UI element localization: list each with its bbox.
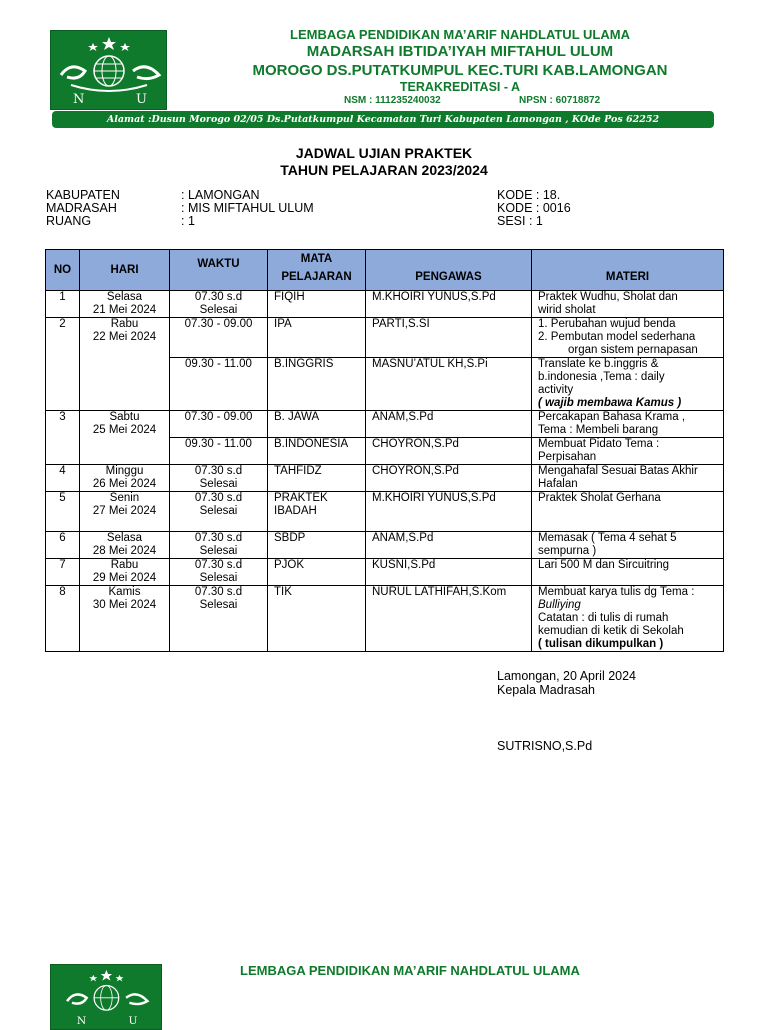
waktu-start: 07.30 s.d xyxy=(194,559,243,571)
hari-date: 21 Mei 2024 xyxy=(92,304,157,316)
materi-line: sempurna ) xyxy=(538,545,597,557)
cell-hari xyxy=(80,411,170,465)
hari-day: Selasa xyxy=(106,532,143,544)
cell-pengawas: PARTI,S.SI xyxy=(366,318,532,358)
hari-date: 28 Mei 2024 xyxy=(92,545,157,557)
materi-line: Catatan : di tulis di rumah xyxy=(538,612,669,624)
cell-materi xyxy=(532,318,724,358)
signature-name: SUTRISNO,S.Pd xyxy=(497,739,593,753)
waktu-start: 07.30 s.d xyxy=(194,492,243,504)
hari-day: Sabtu xyxy=(109,411,140,423)
address-bar: Alamat :Dusun Morogo 02/05 Ds.Putatkumpul Kecamatan Turi Kabupaten Lamongan , KOde Pos 62252 xyxy=(52,111,714,128)
mapel-line: IBADAH xyxy=(274,505,317,517)
hari-day: Minggu xyxy=(105,465,144,477)
col-header-materi: MATERI xyxy=(532,250,724,291)
cell-waktu xyxy=(170,465,268,492)
doc-title: JADWAL UJIAN PRAKTEK xyxy=(295,145,473,161)
waktu-end: Selesai xyxy=(199,304,238,316)
cell-waktu xyxy=(170,492,268,532)
table-row xyxy=(46,586,724,652)
table-row xyxy=(46,465,724,492)
cell-no: 8 xyxy=(46,586,80,652)
table-header-row xyxy=(46,250,724,291)
cell-materi xyxy=(532,291,724,318)
cell-waktu: 09.30 - 11.00 xyxy=(170,438,268,465)
cell-materi: Lari 500 M dan Sircuitring xyxy=(532,559,724,586)
cell-mapel: IPA xyxy=(268,318,366,358)
materi-line: Tema : Membeli barang xyxy=(538,424,659,436)
materi-note: ( tulisan dikumpulkan ) xyxy=(538,638,664,650)
hari-day: Kamis xyxy=(108,586,141,598)
info-sesi: SESI : 1 xyxy=(497,214,543,228)
hari-day: Rabu xyxy=(110,318,139,330)
col-header-mapel xyxy=(268,250,366,291)
cell-waktu: 07.30 - 09.00 xyxy=(170,318,268,358)
cell-mapel: TAHFIDZ xyxy=(268,465,366,492)
info-kode-1: KODE : 18. xyxy=(497,188,561,202)
info-kode-2: KODE : 0016 xyxy=(497,201,571,215)
materi-note: ( wajib membawa Kamus ) xyxy=(538,397,682,409)
cell-waktu: 07.30 - 09.00 xyxy=(170,411,268,438)
info-values xyxy=(181,189,314,228)
cell-materi xyxy=(532,465,724,492)
materi-line: 2. Pembutan model sederhana xyxy=(538,331,696,343)
info-label-madrasah: MADRASAH xyxy=(46,201,117,215)
cell-pengawas: CHOYRON,S.Pd xyxy=(366,438,532,465)
waktu-end: Selesai xyxy=(199,545,238,557)
cell-pengawas: CHOYRON,S.Pd xyxy=(366,465,532,492)
materi-line: organ sistem pernapasan xyxy=(568,344,698,356)
info-value-madrasah: : MIS MIFTAHUL ULUM xyxy=(181,201,314,215)
cell-waktu: 09.30 - 11.00 xyxy=(170,358,268,411)
cell-mapel: FIQIH xyxy=(268,291,366,318)
header-line3: MOROGO DS.PUTATKUMPUL KEC.TURI KAB.LAMONGAN xyxy=(252,62,668,79)
cell-no: 4 xyxy=(46,465,80,492)
materi-line: kemudian di ketik di Sekolah xyxy=(538,625,684,637)
waktu-end: Selesai xyxy=(199,599,238,611)
waktu-end: Selesai xyxy=(199,505,238,517)
materi-line: Perpisahan xyxy=(538,451,597,463)
col-header-waktu: WAKTU xyxy=(170,250,268,291)
cell-no: 3 xyxy=(46,411,80,465)
materi-line: b.indonesia ,Tema : daily xyxy=(538,371,665,383)
cell-materi xyxy=(532,586,724,652)
cell-materi: Praktek Sholat Gerhana xyxy=(532,492,724,532)
cell-waktu xyxy=(170,586,268,652)
cell-mapel: TIK xyxy=(268,586,366,652)
cell-no: 5 xyxy=(46,492,80,532)
waktu-start: 07.30 s.d xyxy=(194,465,243,477)
cell-hari xyxy=(80,532,170,559)
cell-hari xyxy=(80,318,170,411)
materi-line: Membuat Pidato Tema : xyxy=(538,438,660,450)
cell-waktu xyxy=(170,532,268,559)
materi-line: Percakapan Bahasa Krama , xyxy=(538,411,686,423)
col-header-mapel-2: PELAJARAN xyxy=(281,271,352,283)
cell-hari xyxy=(80,559,170,586)
cell-no: 6 xyxy=(46,532,80,559)
cell-materi xyxy=(532,411,724,438)
materi-line: 1. Perubahan wujud benda xyxy=(538,318,676,330)
col-header-hari: HARI xyxy=(80,250,170,291)
info-right xyxy=(497,189,571,228)
col-header-no: NO xyxy=(46,250,80,291)
cell-mapel: SBDP xyxy=(268,532,366,559)
cell-waktu xyxy=(170,559,268,586)
nsm-number: NSM : 111235240032 xyxy=(344,95,441,106)
materi-line: Memasak ( Tema 4 sehat 5 xyxy=(538,532,677,544)
cell-no: 2 xyxy=(46,318,80,411)
materi-line: Hafalan xyxy=(538,478,578,490)
cell-pengawas: NURUL LATHIFAH,S.Kom xyxy=(366,586,532,652)
hari-day: Rabu xyxy=(110,559,139,571)
waktu-start: 07.30 s.d xyxy=(194,532,243,544)
logo-letter-u: U xyxy=(136,92,147,107)
cell-mapel: B. JAWA xyxy=(268,411,366,438)
materi-line: Praktek Wudhu, Sholat dan xyxy=(538,291,678,303)
hari-day: Senin xyxy=(109,492,140,504)
info-value-kabupaten: : LAMONGAN xyxy=(181,188,260,202)
cell-pengawas: KUSNI,S.Pd xyxy=(366,559,532,586)
hari-date: 29 Mei 2024 xyxy=(92,572,157,584)
hari-date: 30 Mei 2024 xyxy=(92,599,157,611)
waktu-start: 07.30 s.d xyxy=(194,586,243,598)
info-label-kabupaten: KABUPATEN xyxy=(46,188,120,202)
cell-materi xyxy=(532,532,724,559)
table-row xyxy=(46,532,724,559)
waktu-start: 07.30 s.d xyxy=(194,291,243,303)
cell-no: 7 xyxy=(46,559,80,586)
header-accreditation: TERAKREDITASI - A xyxy=(399,80,521,94)
schedule-table xyxy=(45,249,724,652)
materi-line: Bulliying xyxy=(538,599,581,611)
mapel-line: PRAKTEK xyxy=(274,492,328,504)
info-label-ruang: RUANG xyxy=(46,214,92,228)
cell-pengawas: MASNU’ATUL KH,S.Pi xyxy=(366,358,532,411)
col-header-mapel-1: MATA xyxy=(300,253,333,265)
cell-pengawas: M.KHOIRI YUNUS,S.Pd xyxy=(366,291,532,318)
cell-pengawas: M.KHOIRI YUNUS,S.Pd xyxy=(366,492,532,532)
cell-pengawas: ANAM,S.Pd xyxy=(366,411,532,438)
cell-hari xyxy=(80,586,170,652)
signature-place-date: Lamongan, 20 April 2024 xyxy=(497,669,636,683)
doc-subtitle: TAHUN PELAJARAN 2023/2024 xyxy=(280,162,488,178)
nu-logo xyxy=(50,30,167,110)
table-row xyxy=(46,411,724,438)
logo-letter-u: U xyxy=(128,1014,138,1028)
cell-pengawas: ANAM,S.Pd xyxy=(366,532,532,559)
materi-line: Translate ke b.inggris & xyxy=(538,358,659,370)
logo-letter-n: N xyxy=(76,1014,87,1028)
npsn-number: NPSN : 60718872 xyxy=(519,95,601,106)
nu-logo-bottom xyxy=(50,964,162,1030)
cell-mapel xyxy=(268,492,366,532)
header-line1: LEMBAGA PENDIDIKAN MA’ARIF NAHDLATUL ULAMA xyxy=(290,27,630,42)
hari-day: Selasa xyxy=(106,291,143,303)
hari-date: 25 Mei 2024 xyxy=(92,424,157,436)
table-row xyxy=(46,318,724,358)
hari-date: 27 Mei 2024 xyxy=(92,505,157,517)
table-row xyxy=(46,291,724,318)
cell-hari xyxy=(80,492,170,532)
col-header-pengawas: PENGAWAS xyxy=(366,250,532,291)
cell-waktu xyxy=(170,291,268,318)
cell-no: 1 xyxy=(46,291,80,318)
info-labels xyxy=(46,189,120,228)
info-value-ruang: : 1 xyxy=(181,214,195,228)
signature-role: Kepala Madrasah xyxy=(497,683,595,697)
hari-date: 26 Mei 2024 xyxy=(92,478,157,490)
cell-hari xyxy=(80,291,170,318)
logo-letter-n: N xyxy=(73,92,85,107)
cell-hari xyxy=(80,465,170,492)
cell-mapel: B.INDONESIA xyxy=(268,438,366,465)
waktu-end: Selesai xyxy=(199,572,238,584)
materi-line: Mengahafal Sesuai Batas Akhir xyxy=(538,465,698,477)
table-row xyxy=(46,559,724,586)
hari-date: 22 Mei 2024 xyxy=(92,331,157,343)
footer-header-line1: LEMBAGA PENDIDIKAN MA’ARIF NAHDLATUL ULAMA xyxy=(240,963,580,978)
materi-line: Membuat karya tulis dg Tema : xyxy=(538,586,695,598)
cell-materi xyxy=(532,438,724,465)
cell-mapel: PJOK xyxy=(268,559,366,586)
waktu-end: Selesai xyxy=(199,478,238,490)
header-line2: MADARSAH IBTIDA’IYAH MIFTAHUL ULUM xyxy=(306,43,614,60)
cell-materi xyxy=(532,358,724,411)
materi-line: wirid sholat xyxy=(538,304,596,316)
cell-mapel: B.INGGRIS xyxy=(268,358,366,411)
table-row xyxy=(46,492,724,532)
materi-line: activity xyxy=(538,384,574,396)
